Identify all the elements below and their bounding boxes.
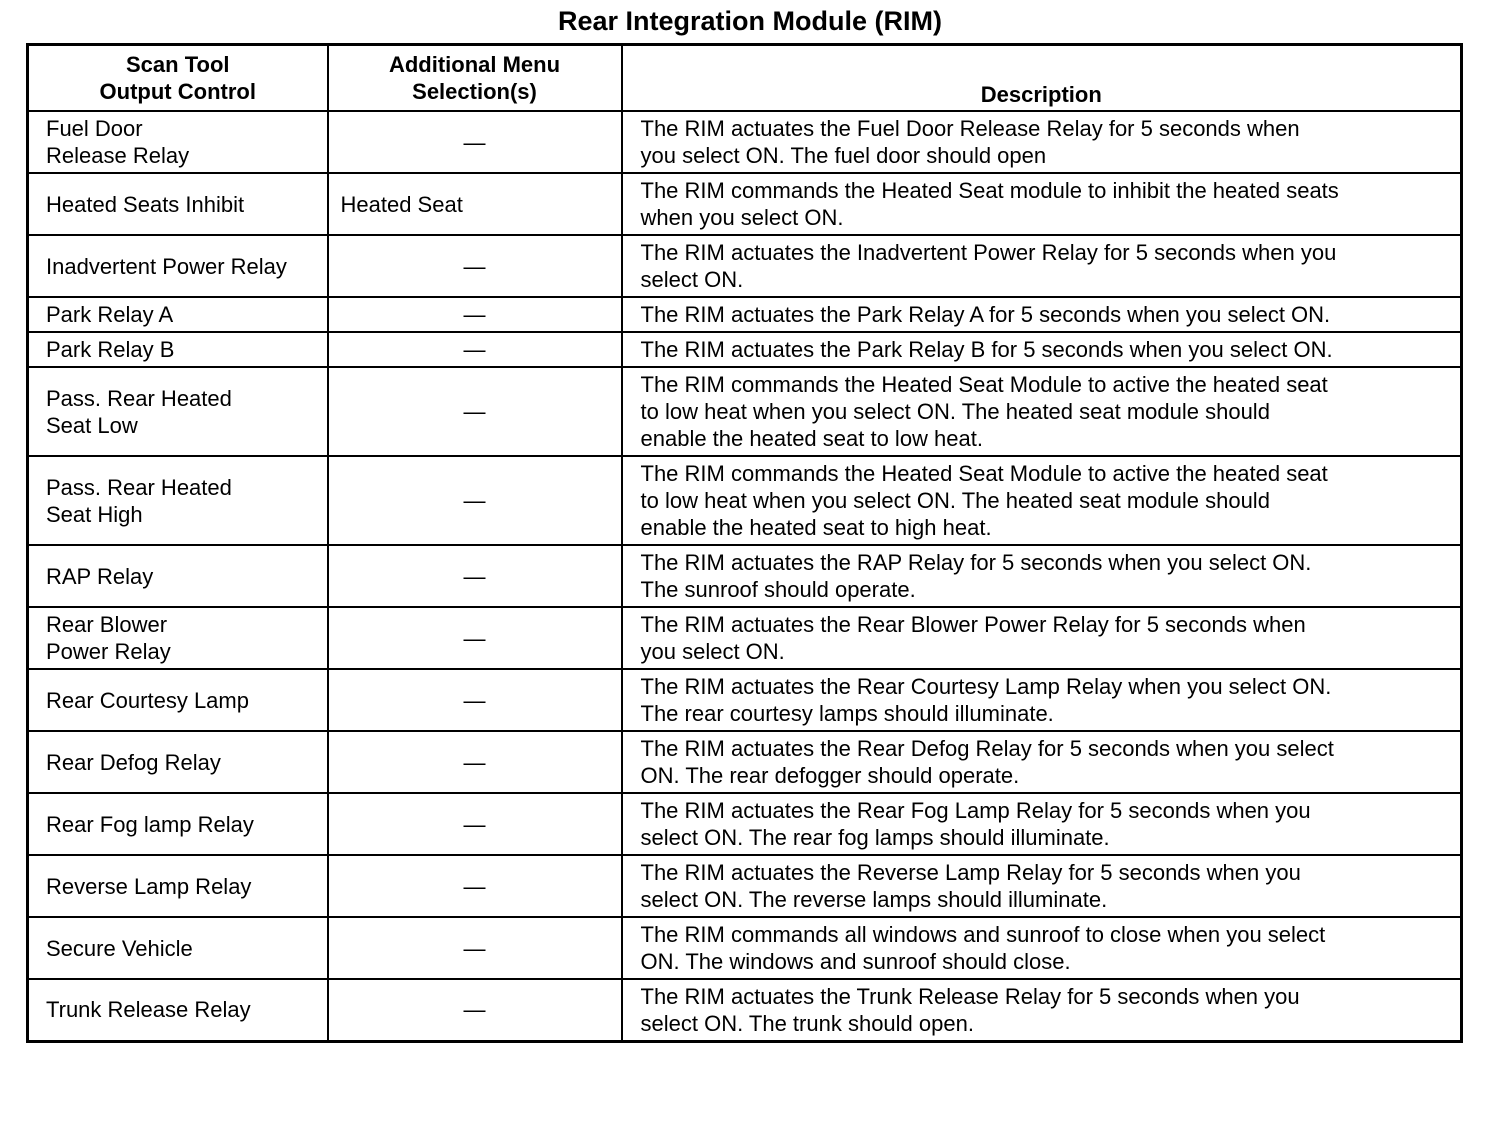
menu-selection-cell: —: [328, 111, 622, 173]
output-control-line: Rear Fog lamp Relay: [46, 811, 254, 837]
table-header-row: [28, 45, 1462, 112]
table-row: [28, 793, 1462, 855]
table-row: [28, 545, 1462, 607]
description-line: select ON. The trunk should open.: [640, 1010, 974, 1036]
output-control-cell: [28, 367, 328, 456]
description-line: select ON. The rear fog lamps should illuminate.: [640, 825, 1110, 850]
description-line: The RIM actuates the Rear Blower Power Relay for 5 seconds when: [640, 612, 1306, 637]
output-control-cell: [28, 669, 328, 731]
menu-selection-cell: —: [328, 917, 622, 979]
description-line: The RIM commands the Heated Seat Module to active the heated seat: [640, 461, 1328, 486]
output-control-line: Inadvertent Power Relay: [46, 253, 287, 279]
description-line: enable the heated seat to high heat.: [640, 515, 992, 540]
description-line: you select ON.: [640, 639, 785, 664]
table-row: [28, 297, 1462, 332]
output-control-line: Secure Vehicle: [46, 935, 193, 961]
description-line: The RIM actuates the RAP Relay for 5 seconds when you select ON.: [640, 550, 1312, 575]
description-line: select ON. The reverse lamps should illuminate.: [640, 887, 1108, 912]
output-control-line: Reverse Lamp Relay: [46, 873, 252, 899]
menu-selection-cell: —: [328, 235, 622, 297]
description-line: The sunroof should operate.: [640, 577, 916, 602]
description-cell: [622, 917, 1462, 979]
output-control-line: Pass. Rear Heated: [46, 474, 232, 500]
description-line: when you select ON.: [640, 205, 844, 230]
description-cell: [622, 332, 1462, 367]
output-control-cell: [28, 731, 328, 793]
column-header-menu: [328, 45, 622, 112]
description-line: to low heat when you select ON. The heated seat module should: [640, 399, 1270, 424]
description-cell: [622, 793, 1462, 855]
table-row: [28, 669, 1462, 731]
description-line: The RIM actuates the Reverse Lamp Relay for 5 seconds when you: [640, 860, 1301, 885]
output-control-cell: [28, 545, 328, 607]
description-line: The RIM commands all windows and sunroof to close when you select: [640, 922, 1326, 947]
menu-selection-cell: —: [328, 545, 622, 607]
output-control-line: Seat Low: [46, 412, 138, 438]
menu-selection-cell: —: [328, 979, 622, 1041]
output-control-line: Fuel Door: [46, 116, 143, 141]
table-row: [28, 917, 1462, 979]
column-header-description: Description: [622, 45, 1462, 112]
description-cell: [622, 607, 1462, 669]
description-line: The RIM actuates the Inadvertent Power Relay for 5 seconds when you: [640, 240, 1337, 265]
output-control-line: Park Relay A: [46, 302, 174, 327]
output-control-line: Release Relay: [46, 143, 190, 168]
description-line: ON. The windows and sunroof should close.: [640, 949, 1071, 974]
description-line: The RIM actuates the Fuel Door Release Relay for 5 seconds when: [640, 116, 1300, 141]
description-line: select ON.: [640, 267, 744, 292]
output-control-line: Power Relay: [46, 639, 171, 664]
description-line: enable the heated seat to low heat.: [640, 426, 983, 451]
table-row: [28, 607, 1462, 669]
description-line: The rear courtesy lamps should illuminate.: [640, 701, 1054, 726]
output-control-line: Rear Blower: [46, 612, 168, 637]
output-control-line: Seat High: [46, 501, 143, 527]
output-control-line: Trunk Release Relay: [46, 997, 251, 1023]
menu-selection-cell: —: [328, 332, 622, 367]
description-line: The RIM actuates the Rear Defog Relay for 5 seconds when you select: [640, 736, 1334, 761]
header-line: Additional Menu: [388, 52, 561, 77]
menu-selection-cell: —: [328, 855, 622, 917]
table-row: [28, 731, 1462, 793]
output-control-cell: [28, 297, 328, 332]
table-row: [28, 855, 1462, 917]
output-control-cell: [28, 855, 328, 917]
description-cell: [622, 297, 1462, 332]
output-control-cell: [28, 607, 328, 669]
description-line: ON. The rear defogger should operate.: [640, 763, 1020, 788]
header-line: Output Control: [99, 79, 256, 104]
column-header-control: [28, 45, 328, 112]
output-control-cell: [28, 332, 328, 367]
description-cell: [622, 545, 1462, 607]
output-control-line: Park Relay B: [46, 337, 175, 362]
output-control-cell: [28, 979, 328, 1041]
description-cell: [622, 855, 1462, 917]
output-control-cell: [28, 917, 328, 979]
menu-selection-cell: —: [328, 607, 622, 669]
table-row: [28, 367, 1462, 456]
output-control-line: Heated Seats Inhibit: [46, 191, 245, 217]
output-control-cell: [28, 173, 328, 235]
description-cell: [622, 731, 1462, 793]
table-row: [28, 332, 1462, 367]
output-control-line: RAP Relay: [46, 563, 154, 589]
table-row: [28, 456, 1462, 545]
table-row: [28, 111, 1462, 173]
page-title: Rear Integration Module (RIM): [558, 6, 942, 36]
output-control-line: Rear Courtesy Lamp: [46, 687, 249, 713]
table-body: [28, 111, 1462, 1041]
menu-selection-cell: —: [328, 367, 622, 456]
menu-selection-cell: —: [328, 456, 622, 545]
description-line: The RIM actuates the Rear Fog Lamp Relay for 5 seconds when you: [640, 798, 1311, 823]
description-line: The RIM commands the Heated Seat Module to active the heated seat: [640, 372, 1328, 397]
description-line: The RIM actuates the Rear Courtesy Lamp Relay when you select ON.: [640, 674, 1332, 699]
description-cell: [622, 235, 1462, 297]
description-cell: [622, 173, 1462, 235]
description-cell: [622, 979, 1462, 1041]
output-control-cell: [28, 793, 328, 855]
output-control-cell: [28, 235, 328, 297]
description-line: The RIM actuates the Trunk Release Relay for 5 seconds when you: [640, 983, 1300, 1009]
description-cell: [622, 367, 1462, 456]
description-line: The RIM actuates the Park Relay B for 5 seconds when you select ON.: [640, 337, 1333, 362]
description-line: The RIM actuates the Park Relay A for 5 seconds when you select ON.: [640, 302, 1331, 327]
description-line: The RIM commands the Heated Seat module to inhibit the heated seats: [640, 178, 1339, 203]
output-control-cell: [28, 456, 328, 545]
rim-output-control-table: [26, 43, 1463, 1043]
menu-selection-cell: —: [328, 793, 622, 855]
header-line: Selection(s): [412, 79, 537, 104]
output-control-cell: [28, 111, 328, 173]
output-control-line: Rear Defog Relay: [46, 749, 221, 775]
header-line: Scan Tool: [126, 52, 230, 77]
menu-selection-cell: —: [328, 731, 622, 793]
menu-selection-cell: —: [328, 297, 622, 332]
description-line: to low heat when you select ON. The heated seat module should: [640, 488, 1270, 513]
table-row: [28, 173, 1462, 235]
output-control-line: Pass. Rear Heated: [46, 385, 232, 411]
table-row: [28, 979, 1462, 1041]
menu-selection-cell: —: [328, 669, 622, 731]
description-cell: [622, 456, 1462, 545]
description-cell: [622, 669, 1462, 731]
menu-selection-cell: Heated Seat: [328, 173, 622, 235]
description-line: you select ON. The fuel door should open: [640, 143, 1047, 168]
table-row: [28, 235, 1462, 297]
description-cell: [622, 111, 1462, 173]
